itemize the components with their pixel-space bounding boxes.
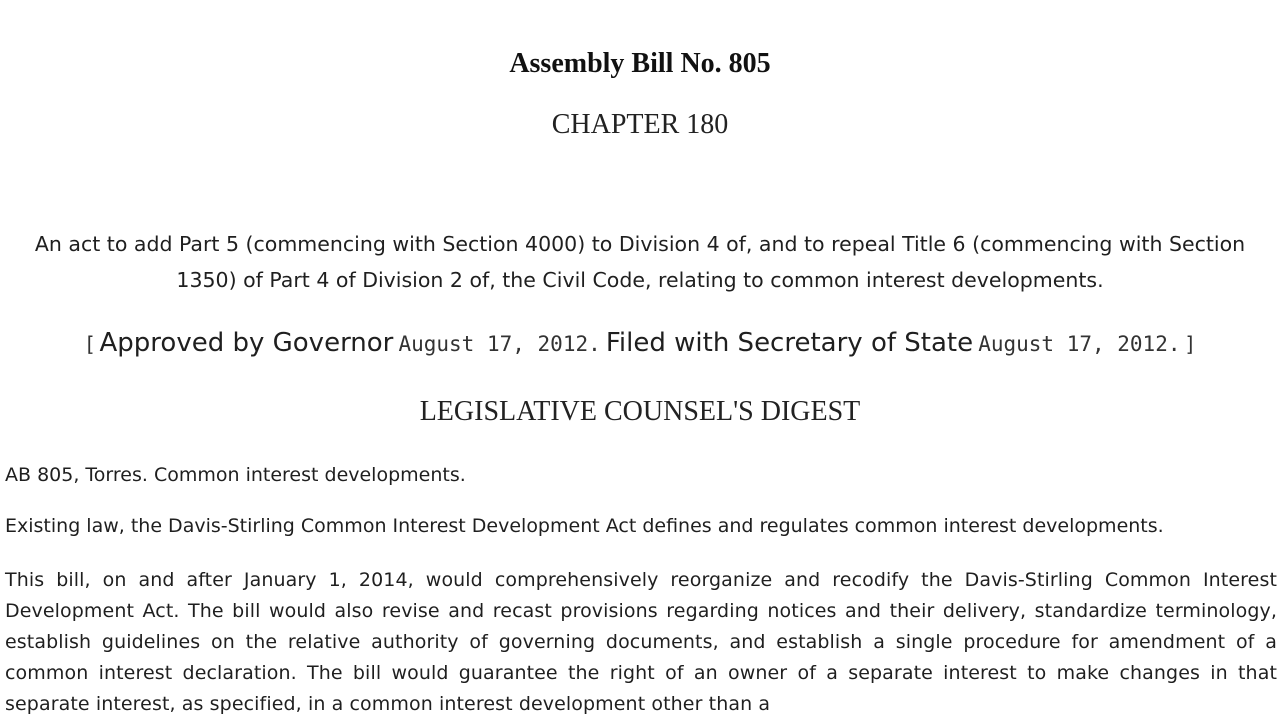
chapter-heading: CHAPTER 180: [551, 109, 729, 140]
filed-label: Filed with Secretary of State: [605, 328, 974, 358]
bill-description-paragraph: This bill, on and after January 1, 2014, would comprehensively reorganize and recodify the Davis-Stirling Common Interest Development Act. The bill would also revise and recast provisions regarding notices and their delivery, standardize terminology, establish guidelines on the relative authority of governing documents, and establish a single procedure for amendment of a common interest declaration. The bill would guarantee the right of an owner of a separate interest to make changes in that separate interest, as specified, in a common interest development other than a: [5, 569, 1277, 715]
bill-title: Assembly Bill No. 805: [509, 48, 771, 79]
close-bracket: ]: [1185, 332, 1194, 356]
existing-law-paragraph: Existing law, the Davis-Stirling Common Interest Development Act defines and regulates common interest developments.: [5, 515, 1164, 537]
filed-date: August 17, 2012.: [978, 332, 1181, 356]
approved-label: Approved by Governor: [99, 328, 394, 358]
approved-date: August 17, 2012.: [398, 332, 601, 356]
digest-summary: AB 805, Torres. Common interest developments.: [5, 464, 466, 486]
open-bracket: [: [86, 332, 95, 356]
approval-line: [0, 328, 1280, 358]
act-description: An act to add Part 5 (commencing with Section 4000) to Division 4 of, and to repeal Title 6 (commencing with Section 1350) of Part 4 of Division 2 of, the Civil Code, relating to common interest developments.: [34, 232, 1246, 292]
digest-heading: LEGISLATIVE COUNSEL'S DIGEST: [419, 396, 861, 427]
